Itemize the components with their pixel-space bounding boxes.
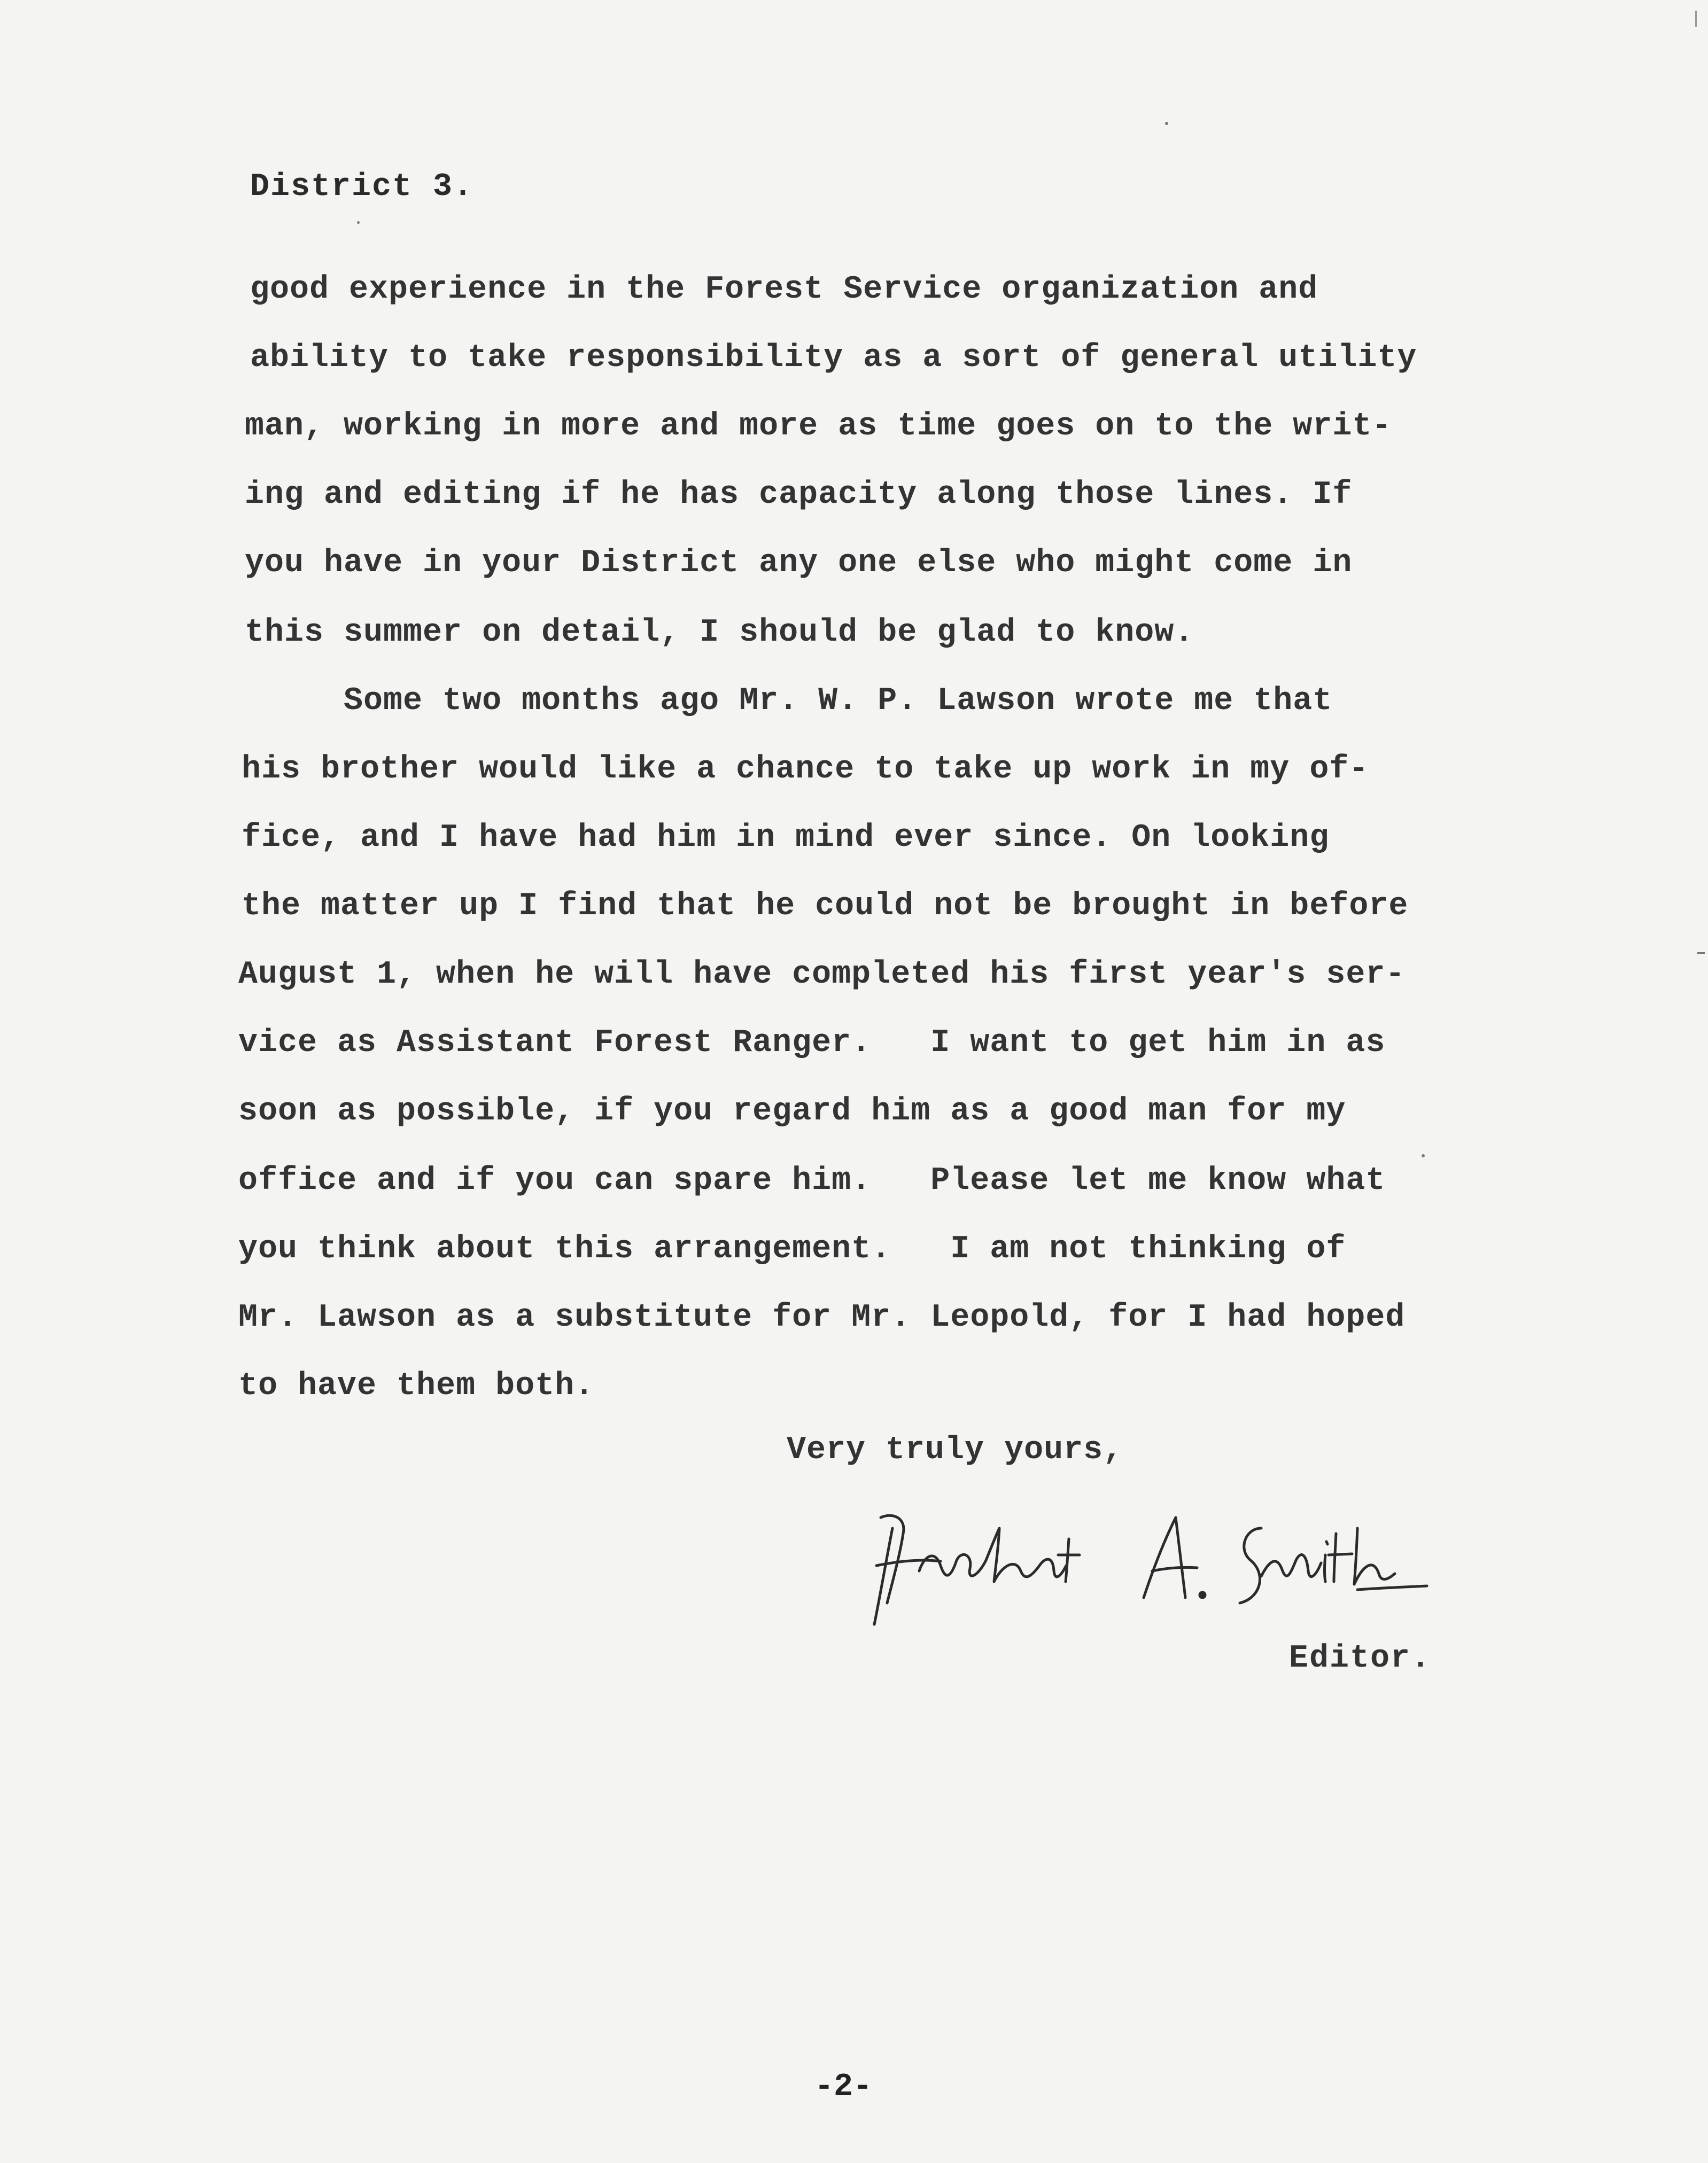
page-number: -2- [814, 2069, 873, 2105]
scan-speck [1422, 1154, 1425, 1157]
signer-title: Editor. [1289, 1640, 1432, 1677]
paragraph1-line-4: ing and editing if he has capacity along those lines. If [245, 477, 1353, 513]
paragraph2-line-3: fice, and I have had him in mind ever since. On looking [242, 820, 1330, 856]
paragraph2-line-7: soon as possible, if you regard him as a good man for my [238, 1093, 1346, 1130]
scan-speck [1697, 952, 1705, 954]
paragraph2-line-11: to have them both. [238, 1368, 595, 1404]
paragraph1-line-1: good experience in the Forest Service organization and [250, 271, 1318, 308]
paragraph2-line-5: August 1, when he will have completed his first year's ser- [238, 956, 1406, 993]
paragraph1-line-2: ability to take responsibility as a sort of general utility [250, 340, 1417, 376]
paragraph1-line-6: this summer on detail, I should be glad to know. [245, 614, 1194, 651]
district-heading: District 3. [250, 169, 474, 205]
paragraph2-line-8: office and if you can spare him. Please let me know what [238, 1163, 1386, 1199]
paragraph2-line-6: vice as Assistant Forest Ranger. I want to get him in as [238, 1025, 1386, 1061]
paragraph1-line-3: man, working in more and more as time goes on to the writ- [245, 408, 1392, 445]
paragraph2-line-10: Mr. Lawson as a substitute for Mr. Leopold, for I had hoped [238, 1300, 1406, 1336]
paragraph2-line-4: the matter up I find that he could not be brought in before [242, 888, 1409, 924]
paragraph2-line-1: Some two months ago Mr. W. P. Lawson wrote me that [245, 683, 1333, 719]
paragraph2-line-9: you think about this arrangement. I am not thinking of [238, 1231, 1346, 1267]
scan-speck [357, 221, 360, 224]
complimentary-close: Very truly yours, [787, 1432, 1123, 1468]
paragraph2-line-2: his brother would like a chance to take up work in my of- [242, 751, 1369, 788]
scan-speck [1165, 122, 1168, 125]
handwritten-signature [855, 1496, 1432, 1656]
scan-edge-mark [1695, 11, 1697, 27]
paragraph1-line-5: you have in your District any one else who might come in [245, 545, 1353, 581]
